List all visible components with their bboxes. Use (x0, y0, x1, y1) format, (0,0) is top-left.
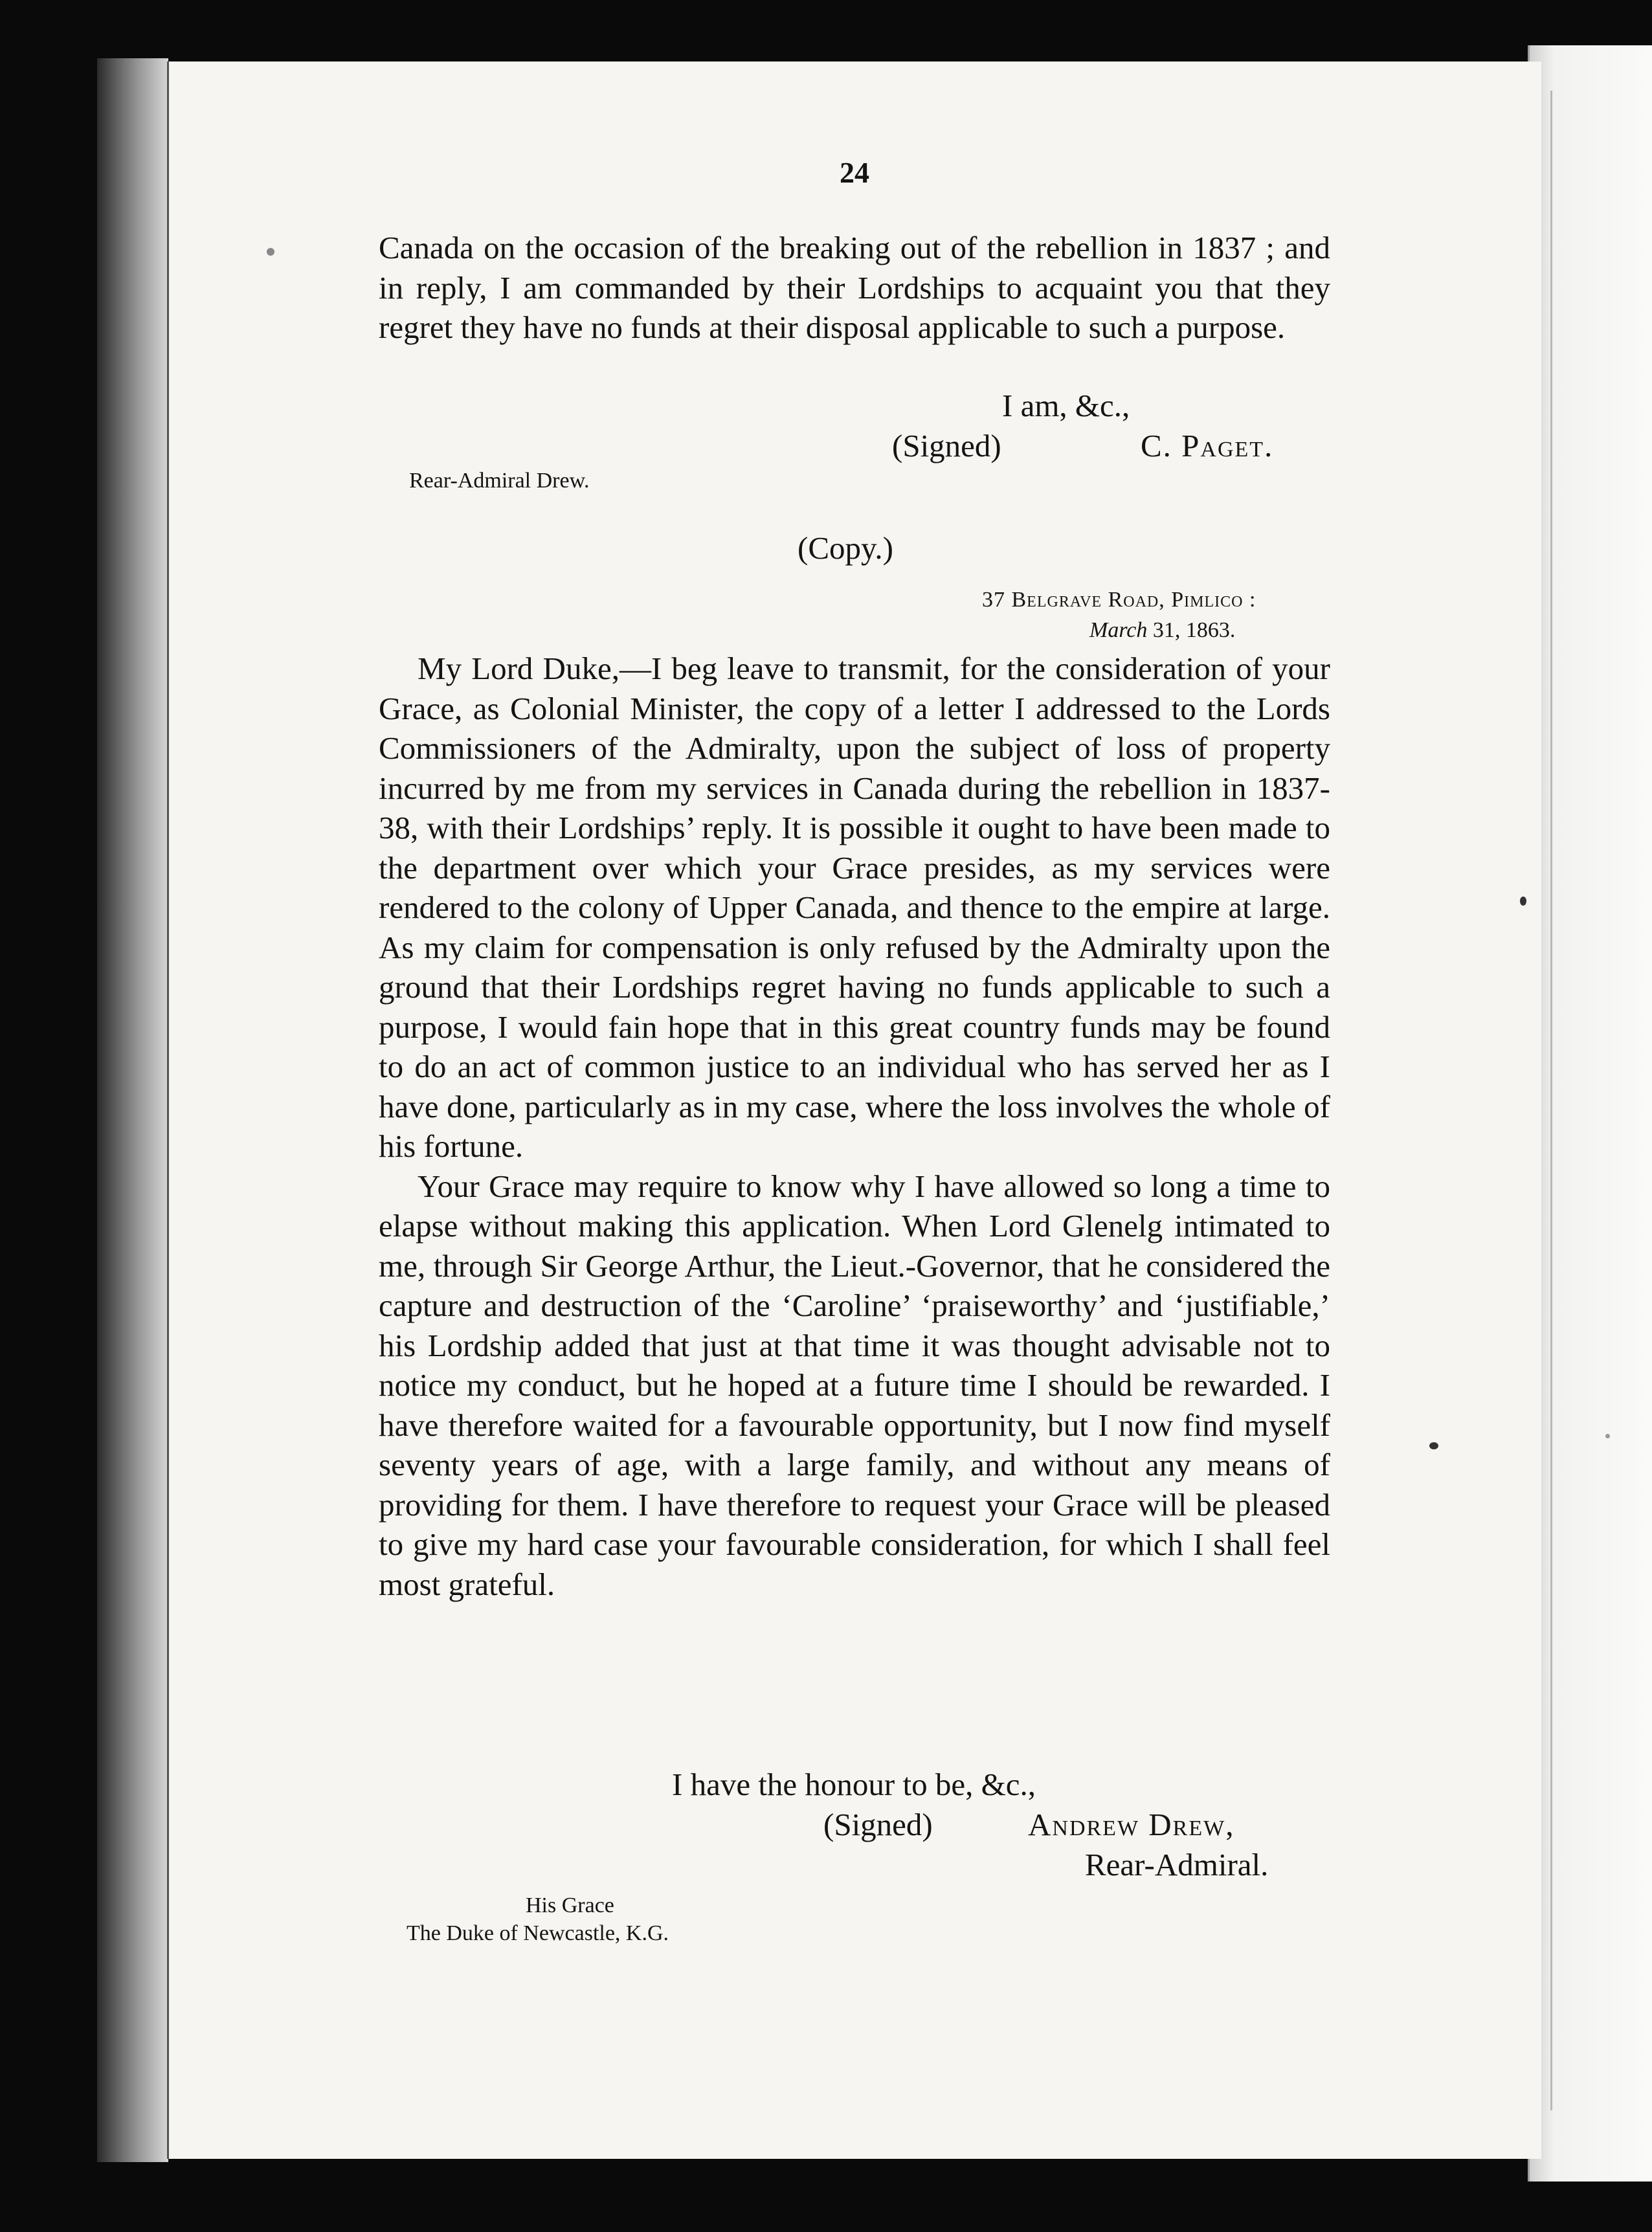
letter2-signature: Andrew Drew, (1028, 1807, 1235, 1842)
scan-speck (267, 248, 274, 256)
letter1-body (379, 228, 1330, 348)
letter2-paragraph-2: Your Grace may require to know why I have allowed so long a time to elapse without making this application. When Lord Glenelg intimated to me, through Sir George Arthur, the Lieut.-Governor, that he considered the capture and destruction of the ‘Caroline’ ‘praiseworthy’ and ‘justifiable,’ his Lordship added that just at that time it was thought advisable not to notice my conduct, but he hoped at a future time I should be rewarded. I have therefore waited for a favourable opportunity, but I now find myself seventy years of age, with a large family, and without any means of providing for them. I have therefore to request your Grace will be pleased to give my hard case your favourable consideration, for which I shall feel most grateful. (379, 1168, 1330, 1602)
book-spine (97, 58, 168, 2162)
copy-heading: (Copy.) (798, 530, 893, 566)
scan-speck (1605, 1434, 1610, 1438)
addressee-line-1: His Grace (526, 1893, 614, 1917)
letter1-text: Canada on the occasion of the breaking out of the rebellion in 1837 ; and in reply, I am commanded by their Lordships to acquaint you that they regret they have no funds at their disposal applicable to such a purpose. (379, 230, 1330, 345)
letter2-body (379, 649, 1330, 1604)
letter1-recipient: Rear-Admiral Drew. (409, 469, 590, 493)
addressee-line-2: The Duke of Newcastle, K.G. (407, 1921, 669, 1945)
scan-speck (1429, 1442, 1438, 1449)
letter1-signed-label: (Signed) (892, 428, 1001, 463)
letter2-date (1089, 618, 1235, 643)
facing-page-gutter-line (1550, 91, 1552, 2110)
letter2-date-month: March (1089, 618, 1148, 642)
letter2-address: 37 Belgrave Road, Pimlico : (982, 588, 1256, 612)
letter2-signed-label: (Signed) (823, 1807, 933, 1842)
scan-speck (1520, 897, 1526, 906)
facing-page-edge (1528, 45, 1652, 2182)
letter2-paragraph-1: My Lord Duke,—I beg leave to transmit, for the consideration of your Grace, as Colonial Minister, the copy of a letter I addressed to the Lords Commissioners of the Admiralty, upon the subject of loss of property incurred by me from my services in Canada during the rebellion in 1837-38, with their Lordships’ reply. It is possible it ought to have been made to the department over which your Grace presides, as my services were rendered to the colony of Upper Canada, and thence to the empire at large. As my claim for compensation is only refused by the Admiralty upon the ground that their Lordships regret having no funds applicable to such a purpose, I would fain hope that in this great country funds may be found to do an act of common justice to an individual who has served her as I have done, particularly as in my case, where the loss involves the whole of his fortune. (379, 651, 1330, 1164)
letter1-closing: I am, &c., (1002, 388, 1130, 423)
letter2-closing: I have the honour to be, &c., (672, 1767, 1036, 1802)
letter2-rank: Rear-Admiral. (1085, 1847, 1269, 1882)
letter2-date-rest: 31, 1863. (1152, 618, 1236, 642)
page-number: 24 (840, 156, 869, 189)
letter1-signature: C. Paget. (1141, 428, 1274, 463)
